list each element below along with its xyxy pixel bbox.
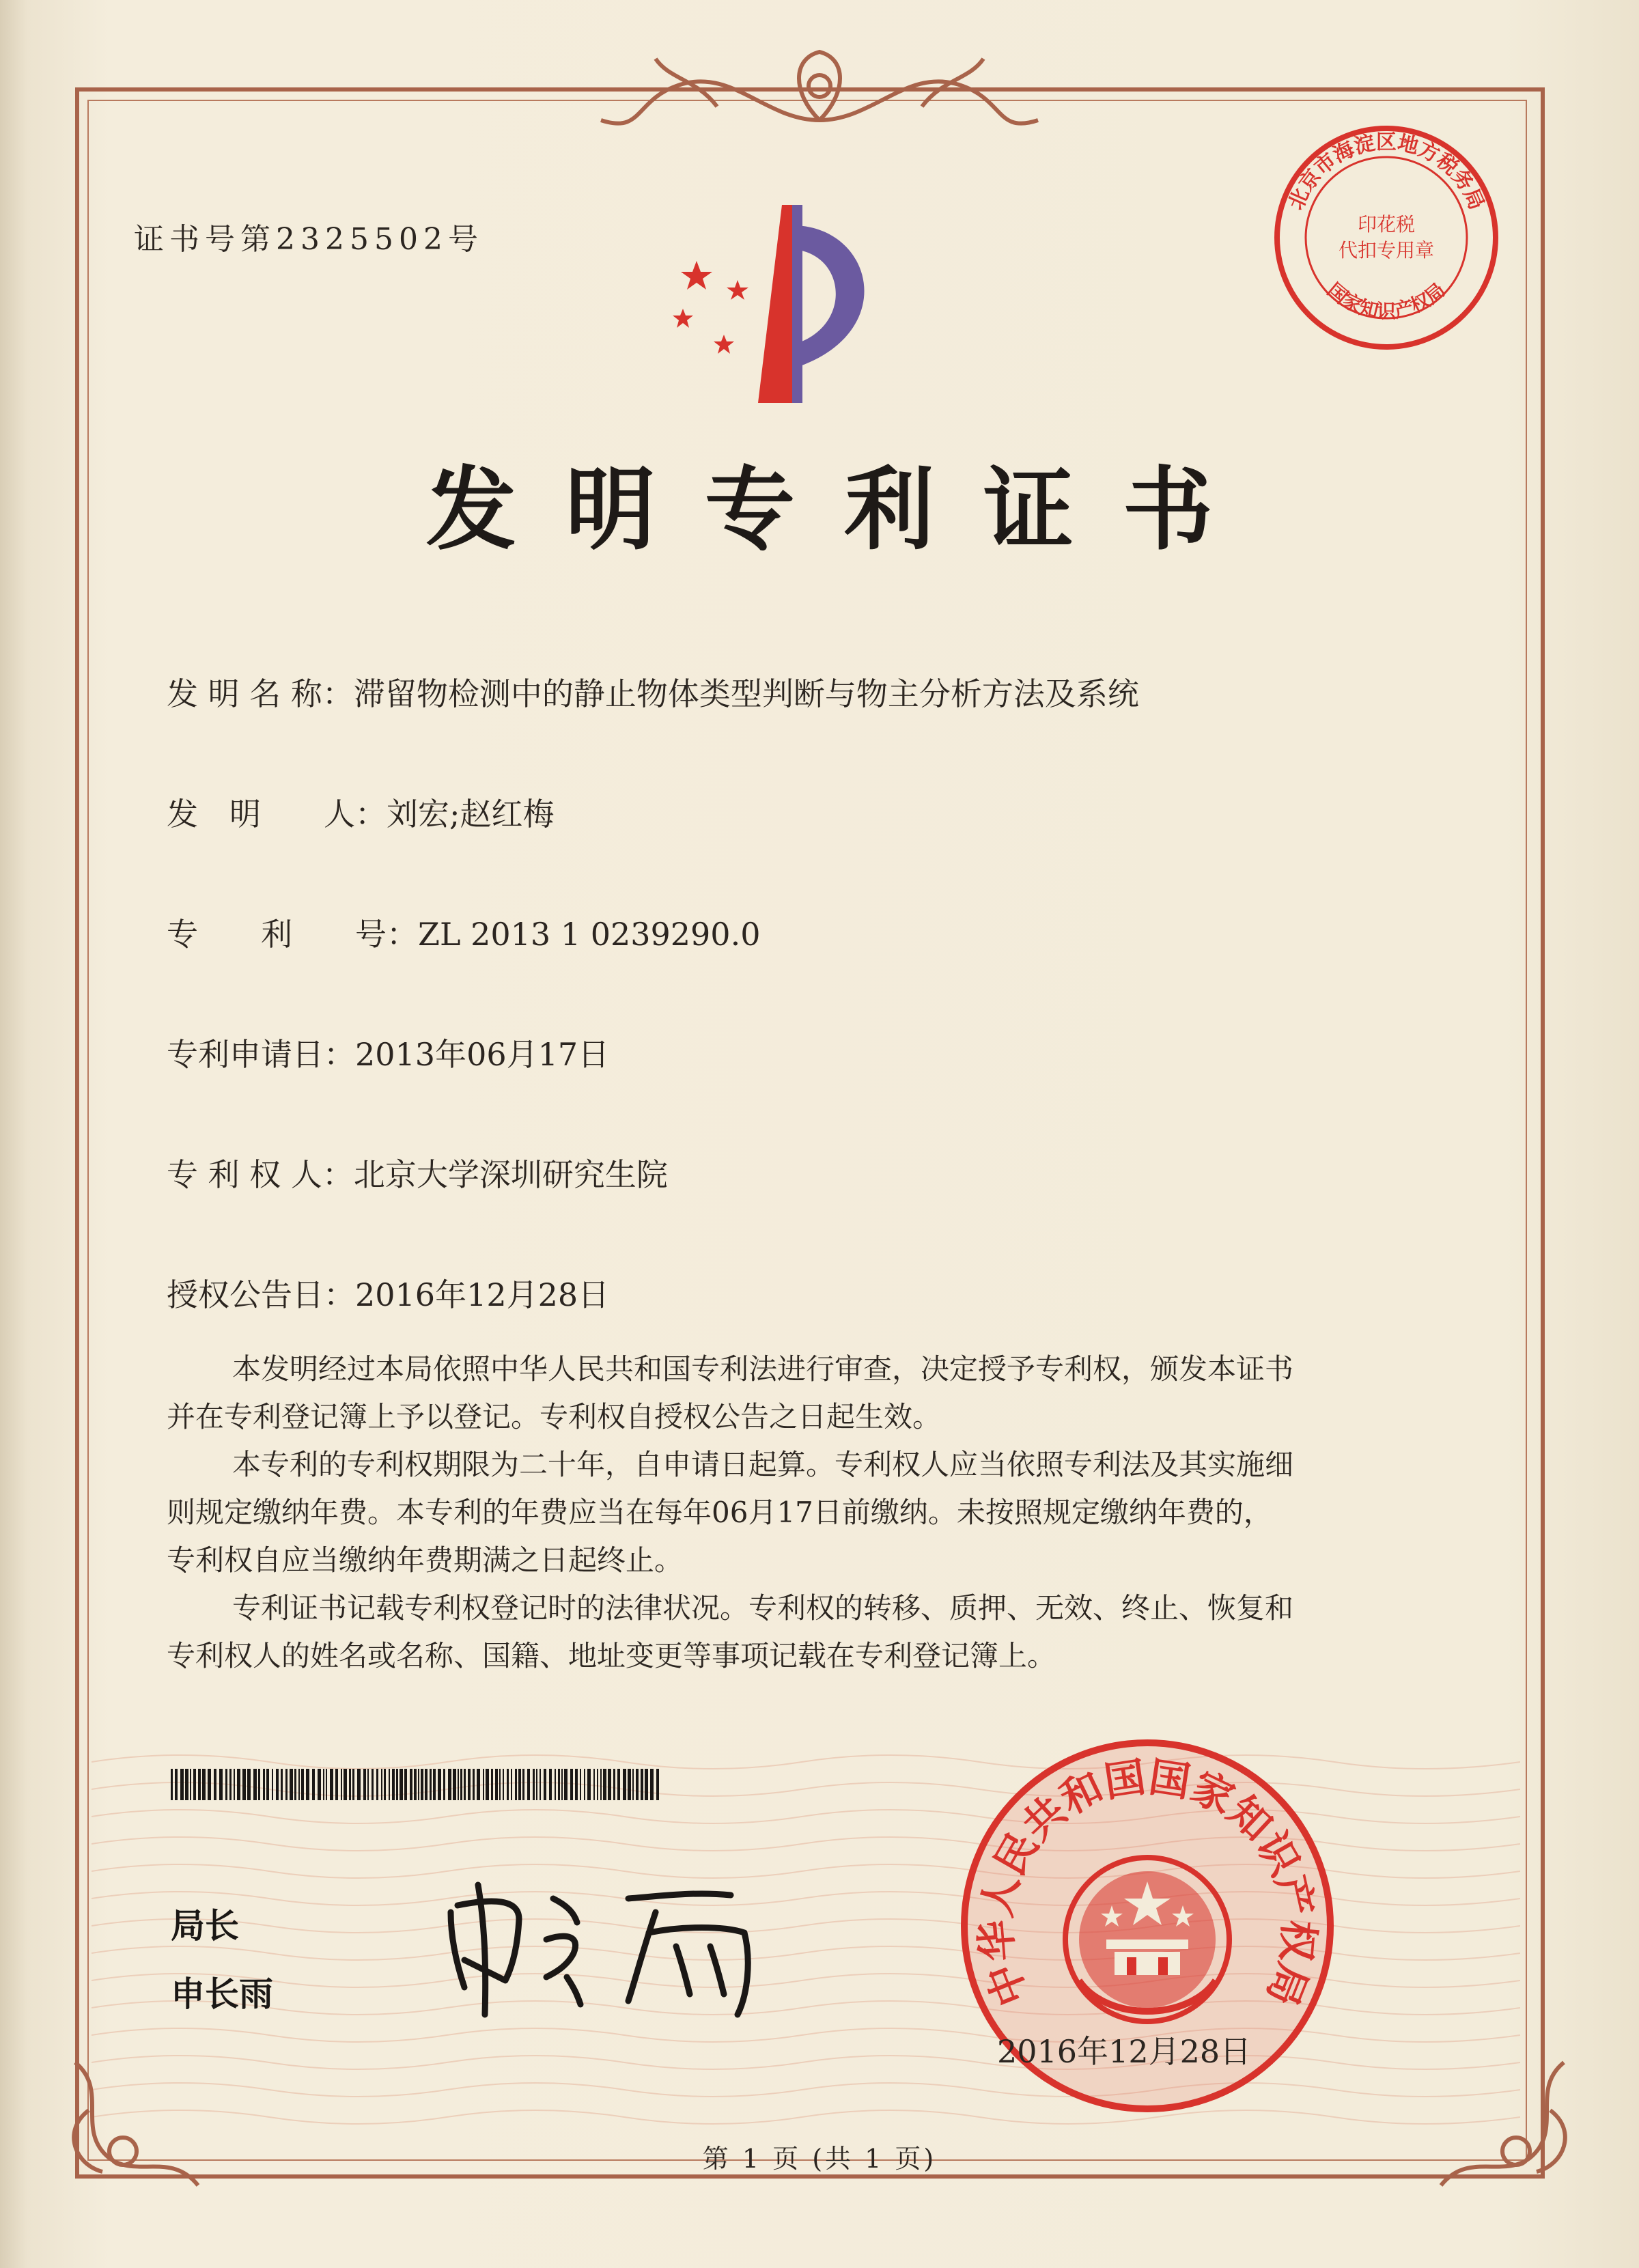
barcode-bar <box>570 1769 573 1800</box>
field-invention-name <box>167 669 1139 714</box>
office-seal-text: 中华人民共和国国家知识产权局 <box>972 1753 1323 2013</box>
barcode-bar <box>372 1769 374 1800</box>
patent-number-value: ZL 2013 1 0239290.0 <box>418 916 761 953</box>
grant-date-value: 2016年12月28日 <box>355 1276 610 1313</box>
barcode-bar <box>593 1769 595 1800</box>
barcode-bar <box>558 1769 560 1800</box>
body-p2-line1: 本专利的专利权期限为二十年，自申请日起算。专利权人应当依照专利法及其实施细 <box>232 1448 1294 1481</box>
tax-seal-line2: 代扣专用章 <box>1338 239 1435 262</box>
barcode-bar <box>623 1769 626 1800</box>
barcode-bar <box>193 1769 196 1800</box>
barcode-bar <box>473 1769 475 1800</box>
barcode-bar <box>443 1769 445 1800</box>
tax-seal-bottom-text: 国家知识产权局 <box>1323 278 1450 323</box>
certificate-body <box>167 1345 1396 1680</box>
barcode-bar <box>318 1769 321 1800</box>
barcode-bar <box>587 1769 591 1800</box>
body-p2-line2: 则规定缴纳年费。本专利的年费应当在每年06月17日前缴纳。未按照规定缴纳年费的， <box>167 1496 1272 1529</box>
barcode-bar <box>367 1769 369 1800</box>
patent-number-label: 专 利 号： <box>167 916 418 953</box>
barcode-bar <box>202 1769 206 1800</box>
inventor-label: 发 明 人： <box>167 796 387 832</box>
barcode-bar <box>603 1769 606 1800</box>
barcode-bar <box>617 1769 620 1800</box>
national-emblem-icon <box>1065 1858 1229 2021</box>
barcode-bar <box>276 1769 279 1800</box>
body-p1-line2: 并在专利登记簿上予以登记。专利权自授权公告之日起生效。 <box>167 1400 942 1433</box>
barcode-bar <box>515 1769 517 1800</box>
barcode-bar <box>298 1769 300 1800</box>
barcode-bar <box>263 1769 265 1800</box>
barcode-bar <box>330 1769 333 1800</box>
barcode-bar <box>650 1769 654 1800</box>
barcode-bar <box>536 1769 537 1800</box>
barcode-bar <box>453 1769 456 1800</box>
barcode-bar <box>285 1769 288 1800</box>
field-grant-date <box>167 1270 609 1315</box>
barcode-bar <box>294 1769 296 1800</box>
application-date-label: 专利申请日： <box>167 1036 355 1073</box>
barcode-bar <box>326 1769 327 1800</box>
barcode-bar <box>198 1769 201 1800</box>
barcode-bar <box>575 1769 578 1800</box>
barcode-bar <box>225 1769 227 1800</box>
barcode-bar <box>540 1769 541 1800</box>
barcode-bar <box>561 1769 563 1800</box>
barcode-bar <box>468 1769 471 1800</box>
barcode-bar <box>464 1769 466 1800</box>
patentee-label: 专 利 权 人： <box>167 1156 354 1193</box>
body-p3-line2: 专利权人的姓名或名称、国籍、地址变更等事项记载在专利登记簿上。 <box>167 1639 1056 1672</box>
barcode-bar <box>180 1769 184 1800</box>
barcode-bar <box>564 1769 568 1800</box>
body-p3-line1: 专利证书记载专利权登记时的法律状况。专利权的转移、质押、无效、终止、恢复和 <box>232 1591 1294 1625</box>
barcode-bar <box>549 1769 552 1800</box>
top-ornament <box>560 38 1079 141</box>
barcode-bar <box>185 1769 188 1800</box>
barcode-bar <box>301 1769 304 1800</box>
barcode-bar <box>518 1769 521 1800</box>
barcode-bar <box>656 1769 659 1800</box>
barcode-bar <box>477 1769 480 1800</box>
barcode-bar <box>404 1769 407 1800</box>
grant-date-label: 授权公告日： <box>167 1276 355 1313</box>
barcode-bar <box>584 1769 585 1800</box>
barcode-bar <box>448 1769 451 1800</box>
barcode-bar <box>491 1769 493 1800</box>
barcode-bar <box>344 1769 347 1800</box>
barcode-bar <box>499 1769 501 1800</box>
field-patentee <box>167 1150 668 1195</box>
field-inventor <box>167 789 555 835</box>
barcode-bar <box>430 1769 432 1800</box>
barcode-bar <box>352 1769 354 1800</box>
barcode-bar <box>306 1769 309 1800</box>
page-footer: 第 1 页 (共 1 页) <box>702 2144 937 2174</box>
barcode-bar <box>580 1769 581 1800</box>
barcode-bar <box>219 1769 223 1800</box>
barcode-bar <box>234 1769 235 1800</box>
certificate-title: 发明专利证书 <box>426 457 1262 563</box>
barcode-bar <box>410 1769 412 1800</box>
barcode-bar <box>190 1769 191 1800</box>
tax-seal <box>1270 122 1502 354</box>
barcode-bar <box>335 1769 338 1800</box>
barcode-bar <box>414 1769 417 1800</box>
application-date-value: 2013年06月17日 <box>355 1036 610 1073</box>
barcode-bar <box>363 1769 366 1800</box>
tax-seal-line1: 印花税 <box>1357 213 1416 236</box>
seal-date: 2016年12月28日 <box>997 2033 1252 2070</box>
patent-office-emblem <box>656 198 942 423</box>
barcode-bar <box>600 1769 602 1800</box>
patentee-value: 北京大学深圳研究生院 <box>353 1156 668 1193</box>
barcode <box>171 1769 662 1800</box>
svg-text:国家知识产权局 <box>1323 279 1449 322</box>
barcode-bar <box>242 1769 246 1800</box>
barcode-bar <box>613 1769 615 1800</box>
barcode-bar <box>418 1769 419 1800</box>
barcode-bar <box>483 1769 484 1800</box>
barcode-bar <box>608 1769 611 1800</box>
barcode-bar <box>460 1769 462 1800</box>
barcode-bar <box>384 1769 386 1800</box>
barcode-bar <box>533 1769 535 1800</box>
barcode-bar <box>290 1769 293 1800</box>
barcode-bar <box>425 1769 428 1800</box>
barcode-bar <box>555 1769 556 1800</box>
certificate-number: 证书号第2325502号 <box>134 222 484 257</box>
tax-seal-outer-text: 北京市海淀区地方税务局 <box>1284 130 1489 214</box>
barcode-bar <box>247 1769 251 1800</box>
field-application-date <box>167 1030 609 1075</box>
barcode-bar <box>266 1769 269 1800</box>
invention-name-value: 滞留物检测中的静止物体类型判断与物主分析方法及系统 <box>353 675 1139 712</box>
barcode-bar <box>507 1769 509 1800</box>
barcode-bar <box>357 1769 361 1800</box>
barcode-bar <box>527 1769 530 1800</box>
barcode-bar <box>400 1769 403 1800</box>
field-patent-number <box>167 910 760 955</box>
signatory-role: 局长 <box>171 1906 239 1946</box>
barcode-bar <box>312 1769 315 1800</box>
barcode-bar <box>381 1769 382 1800</box>
barcode-bar <box>486 1769 489 1800</box>
barcode-bar <box>458 1769 459 1800</box>
barcode-bar <box>628 1769 631 1800</box>
barcode-bar <box>175 1769 178 1800</box>
invention-name-label: 发 明 名 称： <box>167 675 354 712</box>
barcode-bar <box>341 1769 342 1800</box>
barcode-bar <box>495 1769 498 1800</box>
barcode-bar <box>349 1769 351 1800</box>
barcode-bar <box>438 1769 441 1800</box>
barcode-bar <box>522 1769 524 1800</box>
barcode-bar <box>208 1769 211 1800</box>
barcode-bar <box>323 1769 324 1800</box>
barcode-bar <box>636 1769 639 1800</box>
barcode-bar <box>258 1769 260 1800</box>
barcode-bar <box>433 1769 436 1800</box>
barcode-bar <box>281 1769 283 1800</box>
barcode-bar <box>253 1769 257 1800</box>
barcode-bar <box>632 1769 634 1800</box>
barcode-bar <box>237 1769 240 1800</box>
barcode-bar <box>171 1769 173 1800</box>
barcode-bar <box>511 1769 512 1800</box>
barcode-bar <box>392 1769 395 1800</box>
body-p2-line3: 专利权自应当缴纳年费期满之日起终止。 <box>167 1543 684 1577</box>
barcode-bar <box>214 1769 216 1800</box>
handwritten-signature <box>437 1858 819 2021</box>
barcode-bar <box>503 1769 504 1800</box>
barcode-bar <box>544 1769 546 1800</box>
barcode-bar <box>641 1769 643 1800</box>
inventor-value: 刘宏;赵红梅 <box>387 796 555 832</box>
barcode-bar <box>396 1769 398 1800</box>
barcode-bar <box>272 1769 273 1800</box>
signatory-name: 申长雨 <box>171 1974 273 2014</box>
body-p1-line1: 本发明经过本局依照中华人民共和国专利法进行审查，决定授予专利权，颁发本证书 <box>232 1352 1294 1386</box>
barcode-bar <box>389 1769 390 1800</box>
barcode-bar <box>229 1769 232 1800</box>
barcode-bar <box>376 1769 378 1800</box>
barcode-bar <box>597 1769 598 1800</box>
barcode-bar <box>645 1769 648 1800</box>
barcode-bar <box>421 1769 423 1800</box>
